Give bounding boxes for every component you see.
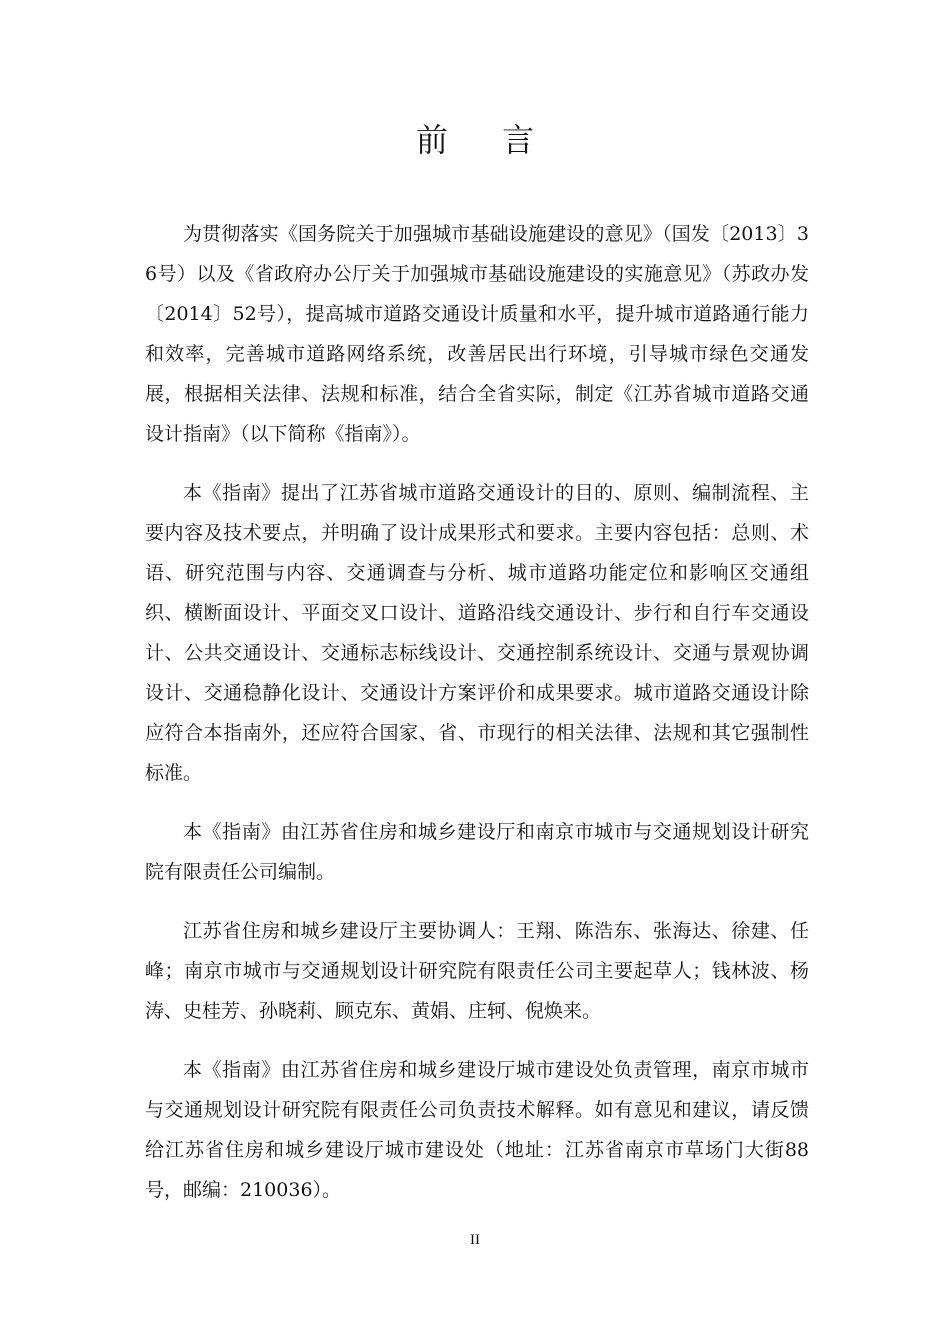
page-number: II bbox=[470, 1232, 480, 1248]
preface-body bbox=[145, 214, 809, 1229]
paragraph-compilers: 本《指南》由江苏省住房和城乡建设厅和南京市城市与交通规划设计研究院有限责任公司编制。 bbox=[145, 821, 809, 883]
paragraph-contributors: 江苏省住房和城乡建设厅主要协调人：王翔、陈浩东、张海达、徐建、任峰；南京市城市与交通规划设计研究院有限责任公司主要起草人；钱林波、杨涛、史桂芳、孙晓莉、顾克东、黄娟、庄轲、倪焕来。 bbox=[145, 920, 809, 1022]
page-title: 前 言 bbox=[415, 121, 557, 159]
paragraph-purpose: 为贯彻落实《国务院关于加强城市基础设施建设的意见》（国发〔2013〕36号）以及《省政府办公厅关于加强城市基础设施建设的实施意见》（苏政办发〔2014〕52号），提高城市道路交通设计质量和水平，提升城市道路通行能力和效率，完善城市道路网络系统，改善居民出行环境，引导城市绿色交通发展，根据相关法律、法规和标准，结合全省实际，制定《江苏省城市道路交通设计指南》（以下简称《指南》）。 bbox=[145, 223, 809, 445]
paragraph-contents: 本《指南》提出了江苏省城市道路交通设计的目的、原则、编制流程、主要内容及技术要点，并明确了设计成果形式和要求。主要内容包括：总则、术语、研究范围与内容、交通调查与分析、城市道路功能定位和影响区交通组织、横断面设计、平面交叉口设计、道路沿线交通设计、步行和自行车交通设计、公共交通设计、交通标志标线设计、交通控制系统设计、交通与景观协调设计、交通稳静化设计、交通设计方案评价和成果要求。城市道路交通设计除应符合本指南外，还应符合国家、省、市现行的相关法律、法规和其它强制性标准。 bbox=[145, 482, 809, 784]
paragraph-management: 本《指南》由江苏省住房和城乡建设厅城市建设处负责管理，南京市城市与交通规划设计研究院有限责任公司负责技术解释。如有意见和建议，请反馈给江苏省住房和城乡建设厅城市建设处（地址：江苏省南京市草场门大街88号，邮编：210036）。 bbox=[145, 1059, 809, 1201]
